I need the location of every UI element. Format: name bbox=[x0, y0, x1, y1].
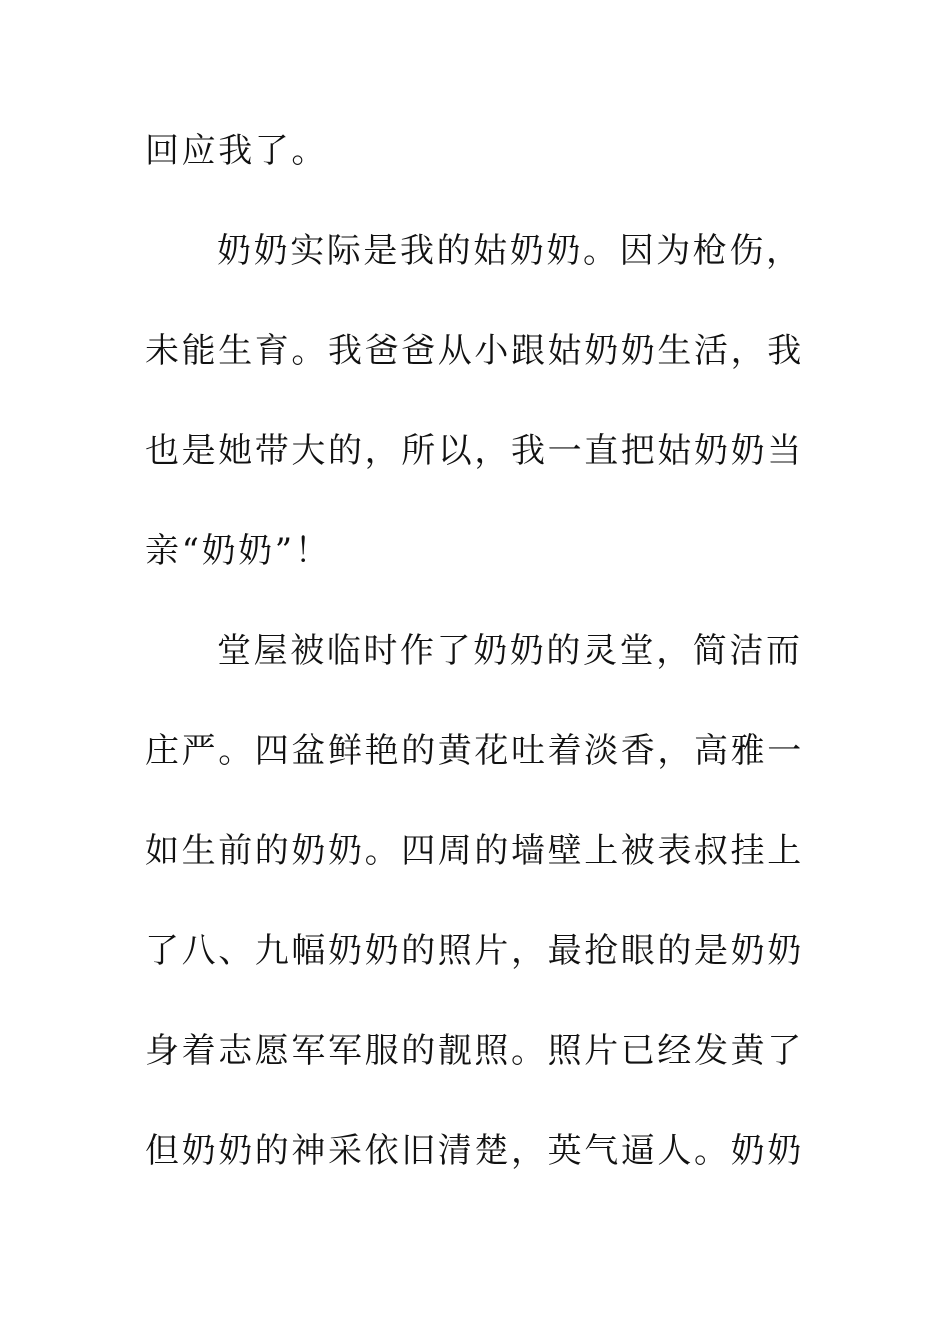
text-line: 亲“奶奶”！ bbox=[145, 531, 332, 571]
text-line: 也是她带大的，所以，我一直把姑奶奶当 bbox=[145, 431, 804, 471]
text-line-paragraph-start: 堂屋被临时作了奶奶的灵堂，简洁而 bbox=[217, 631, 803, 671]
text-line: 庄严。四盆鲜艳的黄花吐着淡香，高雅一 bbox=[145, 731, 804, 771]
text-line: 但奶奶的神采依旧清楚，英气逼人。奶奶 bbox=[145, 1131, 804, 1171]
text-line: 身着志愿军军服的靓照。照片已经发黄了 bbox=[145, 1031, 804, 1071]
text-line: 了八、九幅奶奶的照片，最抢眼的是奶奶 bbox=[145, 931, 804, 971]
text-line: 回应我了。 bbox=[145, 131, 328, 171]
text-line: 如生前的奶奶。四周的墙壁上被表叔挂上 bbox=[145, 831, 804, 871]
text-line-paragraph-start: 奶奶实际是我的姑奶奶。因为枪伤， bbox=[217, 231, 803, 271]
text-line: 未能生育。我爸爸从小跟姑奶奶生活，我 bbox=[145, 331, 804, 371]
